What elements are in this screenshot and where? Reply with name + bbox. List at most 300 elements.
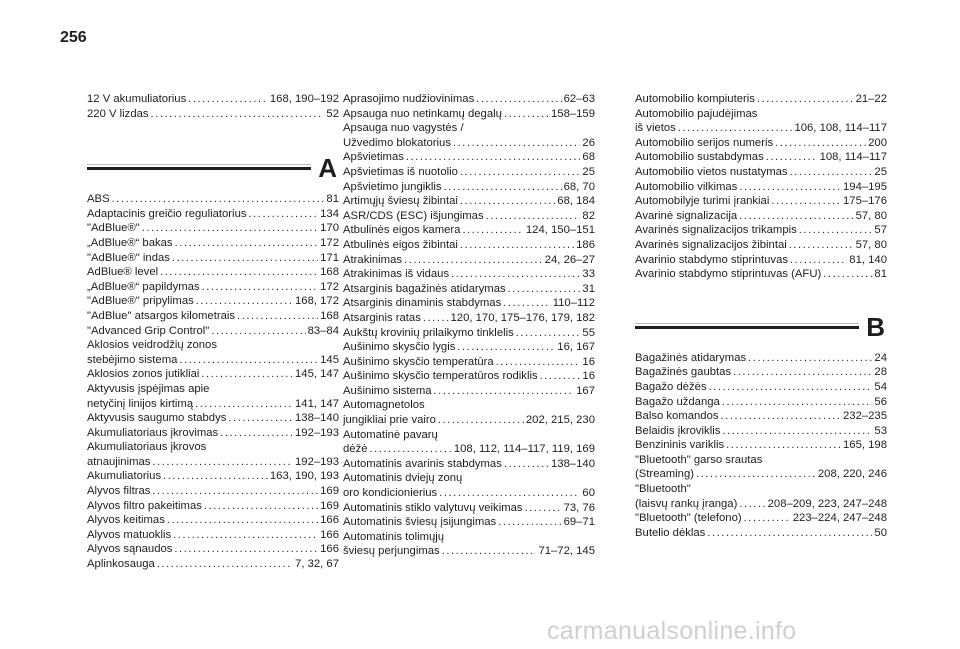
index-entry [343,326,595,341]
leader-dots [460,165,581,180]
index-entry [635,482,887,511]
leader-dots [202,280,319,295]
index-entry-line [87,280,339,295]
index-entry-term: Atbulinės eigos kamera [343,224,461,237]
index-entry-pages: 108, 112, 114–117, 119, 169 [453,443,595,456]
index-entry [87,426,339,441]
leader-dots [823,267,872,282]
index-entry-pages: 25 [874,165,887,178]
index-entry [635,165,887,180]
index-entry-line [87,528,339,543]
index-entry-pages: 16, 167 [557,341,595,354]
index-entry-term: Automobilio vietos nustatymas [635,165,788,178]
leader-dots [439,486,580,501]
leader-dots [496,355,581,370]
index-entry-line [87,324,339,339]
leader-dots [457,340,555,355]
index-entry-line [87,192,339,207]
index-entry-pages: 68, 184 [557,195,595,208]
leader-dots [775,136,866,151]
index-entry-pages: 54 [874,380,887,393]
index-entry [87,513,339,528]
index-entry-line [635,150,887,165]
leader-dots [460,238,574,253]
index-entry-pages: 26 [582,136,595,149]
index-entry-line [635,180,887,195]
index-entry-pages: 194–195 [843,180,887,193]
index-entry-line [87,426,339,441]
index-entry-term: Avarinio stabdymo stiprintuvas (AFU) [635,268,822,281]
index-entry [87,236,339,251]
index-entry [87,107,339,122]
index-entry-pages: 16 [582,370,595,383]
index-entry-pages: 24 [874,351,887,364]
index-entry-pages: 81 [326,193,339,206]
index-entry-term: ASR/CDS (ESC) išjungimas [343,209,484,222]
index-entry [635,424,887,439]
index-entry [87,265,339,280]
leader-dots [204,499,318,514]
index-entry-line [343,267,595,282]
index-entry [343,296,595,311]
index-entry-line [343,326,595,341]
col1-bottom-list [87,192,339,571]
index-entry-term: Automatinis šviesų įsijungimas [343,516,497,529]
index-entry-pages: 172 [320,236,339,249]
index-entry [635,351,887,366]
leader-dots [504,107,549,122]
index-entry [635,526,887,541]
index-entry-pages: 56 [874,395,887,408]
leader-dots [434,384,575,399]
leader-dots [721,409,841,424]
index-entry-pages: 158–159 [551,107,595,120]
index-entry-term: Aplinkosauga [87,558,155,571]
index-entry-term: Atrakinimas [343,253,403,266]
leader-dots [142,221,318,236]
index-entry-pages: 169 [320,499,339,512]
index-entry [343,355,595,370]
index-entry-term: "AdBlue" atsargos kilometrais [87,309,236,322]
leader-dots [540,369,581,384]
index-entry-pages: 208–209, 223, 247–248 [767,497,887,510]
index-entry [343,457,595,472]
index-entry [87,338,339,367]
index-entry-term-line: Aklosios veidrodžių zonos [87,339,217,352]
leader-dots [508,282,581,297]
leader-dots [476,92,561,107]
index-entry-term: "AdBlue®" [87,222,140,235]
index-entry-pages: 168 [320,266,339,279]
leader-dots [726,438,841,453]
index-entry [635,438,887,453]
index-entry-term: Alyvos sąnaudos [87,543,173,556]
index-entry-line [635,238,887,253]
index-entry-term: Bagažinės atidarymas [635,351,747,364]
index-entry-pages: 134 [320,207,339,220]
index-entry [635,365,887,380]
leader-dots [370,442,452,457]
section-letter: B [866,311,885,342]
index-entry-pages: 175–176 [843,195,887,208]
index-entry-pages: 202, 215, 230 [525,414,595,427]
index-entry [343,282,595,297]
index-entry [343,428,595,457]
index-entry-line [87,513,339,528]
index-entry [87,367,339,382]
leader-dots [503,296,550,311]
index-entry-pages: 24, 26–27 [544,253,595,266]
leader-dots [486,209,581,224]
leader-dots [404,253,543,268]
index-entry-line [635,209,887,224]
index-entry-pages: 124, 150–151 [525,224,595,237]
index-entry-line [87,455,339,470]
index-entry-term: (laisvų rankų įranga) [635,497,738,510]
index-entry-pages: 16 [582,355,595,368]
index-entry-pages: 166 [320,514,339,527]
index-entry-pages: 138–140 [295,412,339,425]
index-entry-line [635,194,887,209]
index-entry-pages: 166 [320,528,339,541]
index-entry [87,207,339,222]
index-entry-term-line: Automatinis tolimųjų [343,530,445,543]
index-entry-term: šviesų perjungimas [343,545,440,558]
index-entry-term-line: "Bluetooth" [635,483,691,496]
leader-dots [444,180,562,195]
index-entry-pages: 7, 32, 67 [295,558,339,571]
index-entry [87,557,339,572]
index-entry-term: Automobilyje turimi įrankiai [635,195,770,208]
index-entry [343,121,595,150]
page-number: 256 [60,29,87,46]
index-entry [87,411,339,426]
leader-dots [174,542,318,557]
index-entry-term: Alyvos filtras [87,485,151,498]
index-entry-pages: 81 [874,268,887,281]
index-entry-term: Apsauga nuo netinkamų degalų [343,107,502,120]
divider-rule [635,326,859,329]
index-entry [343,194,595,209]
index-entry [343,398,595,427]
index-entry-pages: 57, 80 [855,209,887,222]
leader-dots [525,501,562,516]
index-entry-term-line: Automatinė pavarų [343,428,438,441]
index-entry-term: Artimųjų šviesų žibintai [343,195,458,208]
index-entry-term-line: "Bluetooth" garso srautas [635,453,763,466]
leader-dots [249,207,319,222]
leader-dots [211,324,305,339]
index-entry-term: "AdBlue®" indas [87,251,170,264]
index-entry-line [343,486,595,501]
index-entry-term: Butelio dėklas [635,526,706,539]
index-entry-term: 220 V lizdas [87,107,149,120]
index-entry-term: Aktyvusis saugumo stabdys [87,412,227,425]
index-entry-line [87,236,339,251]
index-entry-line [343,515,595,530]
index-entry-term: "Bluetooth" (telefono) [635,512,742,525]
index-entry-line [343,340,595,355]
index-entry [87,192,339,207]
index-entry-term: Avarinės signalizacijos trikampis [635,224,797,237]
leader-dots [739,209,853,224]
index-entry-pages: 21–22 [855,93,887,105]
index-entry-pages: 110–112 [552,297,595,310]
index-column-2 [343,92,595,559]
index-entry-pages: 50 [874,526,887,539]
index-entry-pages: 141, 147 [295,397,339,410]
index-entry-line [343,442,595,457]
leader-dots [451,267,580,282]
index-entry-pages: 223–224, 247–248 [792,512,887,525]
index-entry [87,484,339,499]
index-entry [635,107,887,136]
index-entry [635,194,887,209]
leader-dots [453,136,580,151]
index-entry-term-line: Automatinis dviejų zonų [343,472,463,485]
index-entry-line [343,107,595,122]
index-entry-term: 12 V akumuliatorius [87,93,187,105]
index-entry-term: Avarinės signalizacijos žibintai [635,238,787,251]
index-entry [343,107,595,122]
index-entry-pages: 167 [576,384,595,397]
leader-dots [498,515,561,530]
index-entry-line [343,223,595,238]
index-entry-term: Aukštų krovinių prilaikymo tinklelis [343,326,514,339]
index-entry [343,180,595,195]
leader-dots [733,365,872,380]
index-entry-line [87,484,339,499]
index-entry-pages: 120, 170, 175–176, 179, 182 [450,311,595,324]
index-entry-line [635,351,887,366]
index-entry-term: Belaidis įkroviklis [635,424,721,437]
index-entry [87,499,339,514]
index-entry-term: AdBlue® level [87,266,159,279]
index-entry-line [343,355,595,370]
index-entry [343,311,595,326]
index-entry [87,542,339,557]
leader-dots [757,92,854,107]
leader-dots [179,353,318,368]
index-entry-pages: 62–63 [563,93,595,105]
index-entry-pages: 145, 147 [295,368,339,381]
divider-thin-rule [635,323,859,324]
index-entry-line [635,165,887,180]
index-entry-line [635,136,887,151]
index-entry-line [343,311,595,326]
index-entry-pages: 81, 140 [849,253,887,266]
leader-dots [696,467,816,482]
index-entry [87,92,339,107]
leader-dots [163,469,268,484]
index-entry-term-line: Akumuliatoriaus įkrovos [87,441,207,454]
col3-top-list [635,92,887,282]
index-entry-term-line: Apsauga nuo vagystės / [343,122,464,135]
index-entry-pages: 55 [582,326,595,339]
leader-dots [748,351,872,366]
index-entry-term: Automobilio vilkimas [635,180,738,193]
section-divider-a [87,153,339,191]
index-entry [343,165,595,180]
index-entry-pages: 33 [582,268,595,281]
index-entry-line [343,501,595,516]
leader-dots [438,413,524,428]
index-entry-term: dėžė [343,443,368,456]
index-entry-pages: 60 [582,487,595,500]
index-entry-line [87,92,339,107]
index-entry-pages: 168 [320,309,339,322]
index-entry-term: Apšvietimo jungiklis [343,180,442,193]
index-entry-term: Aušinimo skysčio temperatūra [343,355,494,368]
index-entry-line [343,136,595,151]
index-entry-pages: 192–193 [295,455,339,468]
leader-dots [201,367,293,382]
index-entry-term-line: Automobilio pajudėjimas [635,107,758,120]
index-entry [635,453,887,482]
leader-dots [237,309,318,324]
index-entry-pages: 106, 108, 114–117 [794,122,887,135]
index-entry-term: stebėjimo sistema [87,353,178,366]
index-entry-line [87,251,339,266]
index-entry [343,267,595,282]
index-entry-pages: 68, 70 [563,180,595,193]
index-entry [635,511,887,526]
index-entry-term: „AdBlue®“ bakas [87,236,173,249]
index-entry-line [87,397,339,412]
index-entry-pages: 71–72, 145 [538,545,595,558]
index-entry-term: Avarinė signalizacija [635,209,738,222]
index-entry-line [343,457,595,472]
leader-dots [167,513,318,528]
index-entry-term: Automatinis avarinis stabdymas [343,457,502,470]
index-entry-line [343,194,595,209]
index-entry-term: Aušinimo skysčio lygis [343,341,456,354]
index-entry-line [635,121,887,136]
index-entry-term: Atsarginis bagažinės atidarymas [343,282,506,295]
index-entry-term: Akumuliatoriaus įkrovimas [87,426,219,439]
index-entry-line [87,107,339,122]
index-entry-term: Akumuliatorius [87,470,162,483]
index-entry [87,440,339,469]
col1-top-list [87,92,339,121]
leader-dots [151,107,325,122]
index-entry [635,380,887,395]
leader-dots [423,311,449,326]
index-entry [635,409,887,424]
index-entry-term: Adaptacinis greičio reguliatorius [87,207,247,220]
index-entry-line [87,353,339,368]
index-entry-line [635,467,887,482]
index-entry-pages: 170 [320,222,339,235]
leader-dots [406,150,581,165]
index-entry-term: Bagažo dėžės [635,380,707,393]
index-entry-term: Bagažo uždanga [635,395,720,408]
index-entry-pages: 171 [320,251,339,264]
index-entry-pages: 172 [320,280,339,293]
index-entry-term: Aušinimo skysčio temperatūros rodiklis [343,370,538,383]
index-entry-pages: 57, 80 [855,238,887,251]
index-entry-term: Alyvos matuoklis [87,528,172,541]
index-entry-term: Balso komandos [635,410,719,423]
index-entry-line [635,409,887,424]
index-entry [343,384,595,399]
index-entry [635,209,887,224]
section-divider-b [635,312,887,350]
leader-dots [766,150,818,165]
index-entry-pages: 145 [320,353,339,366]
leader-dots [228,411,293,426]
index-entry-pages: 192–193 [295,426,339,439]
index-entry-line [343,384,595,399]
index-entry-line [343,296,595,311]
leader-dots [707,526,872,541]
index-entry-term: Atsarginis ratas [343,311,421,324]
index-entry-line [87,265,339,280]
index-entry [87,221,339,236]
index-entry-pages: 83–84 [307,324,339,337]
index-entry-line [343,253,595,268]
leader-dots [188,92,268,107]
index-entry-term: Atrakinimas iš vidaus [343,268,450,281]
index-entry-term: Apšvietimas iš nuotolio [343,165,458,178]
index-entry [635,238,887,253]
index-entry-line [87,207,339,222]
index-entry-pages: 169 [320,485,339,498]
index-entry [343,471,595,500]
index-column-1 [87,92,339,572]
index-entry [87,251,339,266]
index-entry-term: jungikliai prie vairo [343,414,436,427]
index-entry-pages: 168, 190–192 [269,93,339,105]
index-entry [635,136,887,151]
leader-dots [709,380,873,395]
leader-dots [744,511,791,526]
index-entry-term: Atsarginis dinaminis stabdymas [343,297,502,310]
leader-dots [790,165,873,180]
index-entry [87,382,339,411]
index-entry-pages: 232–235 [843,410,887,423]
leader-dots [678,121,793,136]
index-entry-line [343,413,595,428]
index-entry-term: Automobilio sustabdymas [635,151,764,164]
index-entry-pages: 108, 114–117 [819,151,887,164]
index-entry-term: "Advanced Grip Control" [87,324,210,337]
index-entry-line [343,92,595,107]
index-entry-line [343,150,595,165]
leader-dots [722,424,872,439]
index-column-3 [635,92,887,540]
divider-thin-rule [87,164,311,165]
index-entry-term: "AdBlue®" pripylimas [87,295,194,308]
index-entry-term: ABS [87,193,110,206]
index-entry [87,280,339,295]
index-entry-term: Benzininis variklis [635,439,725,452]
leader-dots [722,395,873,410]
index-entry-line [87,557,339,572]
index-entry-term: iš vietos [635,122,676,135]
index-entry-pages: 163, 190, 193 [269,470,339,483]
index-entry [87,294,339,309]
index-entry [343,369,595,384]
index-entry-line [343,544,595,559]
index-entry-pages: 82 [582,209,595,222]
index-entry [635,395,887,410]
index-entry-line [635,223,887,238]
index-entry [635,267,887,282]
leader-dots [160,265,318,280]
index-entry-term: atnaujinimas [87,455,151,468]
index-entry-pages: 31 [582,282,595,295]
